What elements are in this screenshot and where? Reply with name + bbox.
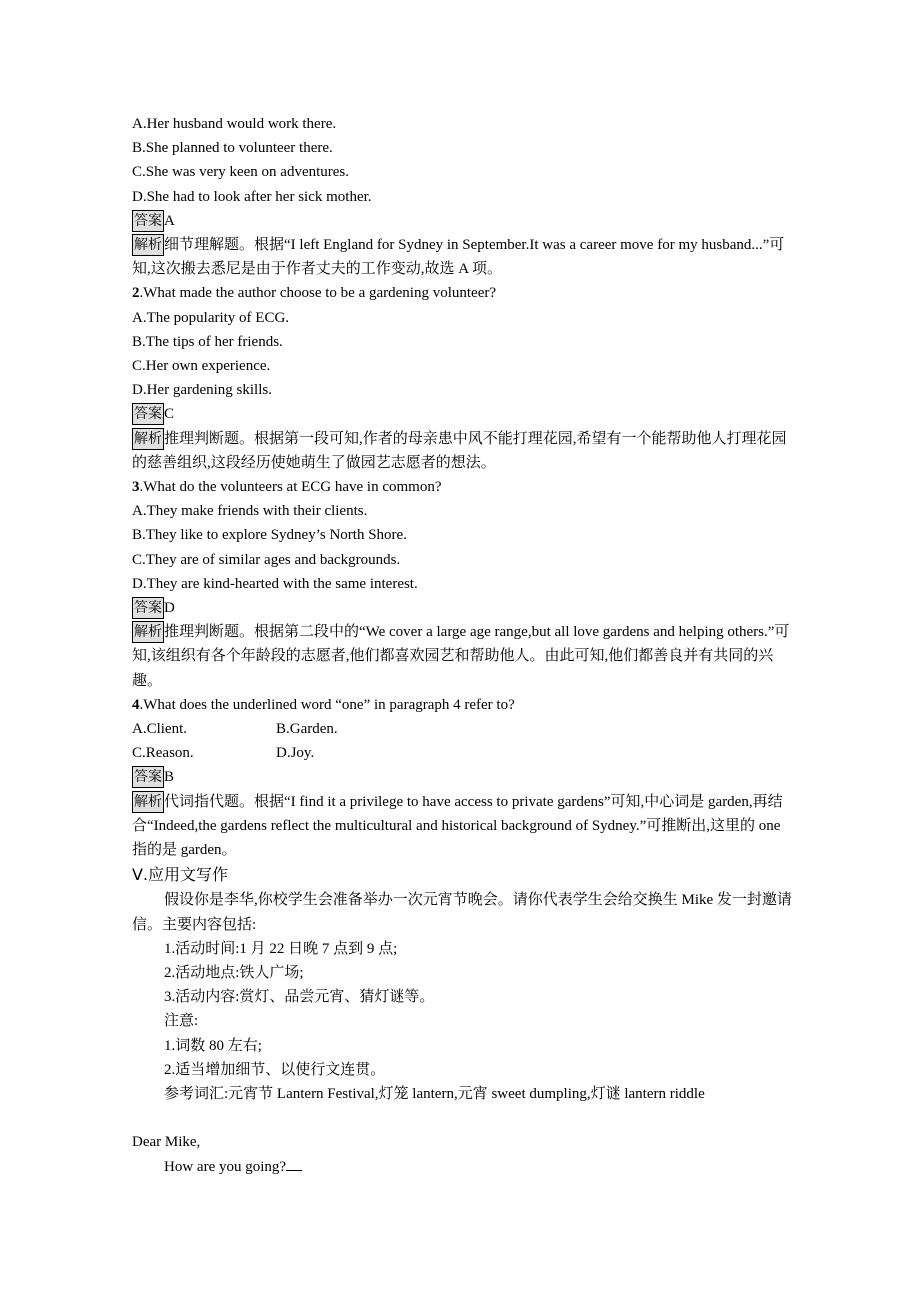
q3-option-c: C.They are of similar ages and backgrounds. — [132, 551, 401, 568]
q2-answer-value: C — [164, 406, 175, 423]
writing-note-1: 1.词数 80 左右; — [164, 1037, 262, 1054]
q1-option-b: B.She planned to volunteer there. — [132, 140, 333, 157]
writing-vocab: 参考词汇:元宵节 Lantern Festival,灯笼 lantern,元宵 sweet dumpling,灯谜 lantern riddle — [164, 1085, 705, 1102]
analysis-tag: 解析 — [132, 791, 164, 813]
q4-answer-value: B — [164, 769, 175, 786]
writing-point-2: 2.活动地点:铁人广场; — [164, 964, 304, 981]
q2-option-a: A.The popularity of ECG. — [132, 309, 290, 326]
q4-option-a: A.Client. — [132, 721, 187, 738]
letter-opening — [132, 1154, 792, 1179]
spacer — [132, 1106, 792, 1130]
document-page — [132, 112, 792, 1180]
answer-tag: 答案 — [132, 766, 164, 788]
analysis-tag: 解析 — [132, 428, 164, 450]
q1-option-c: C.She was very keen on adventures. — [132, 164, 350, 181]
answer-tag: 答案 — [132, 403, 164, 425]
q3-option-d: D.They are kind-hearted with the same interest. — [132, 575, 418, 592]
q2-analysis-text: 推理判断题。根据第一段可知,作者的母亲患中风不能打理花园,希望有一个能帮助他人打理花园的慈善组织,这段经历使她萌生了做园艺志愿者的想法。 — [132, 430, 787, 471]
writing-point-1: 1.活动时间:1 月 22 日晚 7 点到 9 点; — [164, 940, 398, 957]
q1-answer — [132, 209, 792, 233]
q4-options-row-2 — [132, 741, 792, 765]
q3-question-text: .What do the volunteers at ECG have in common? — [139, 479, 442, 496]
q4-option-c: C.Reason. — [132, 745, 194, 762]
analysis-tag: 解析 — [132, 621, 164, 643]
q1-answer-value: A — [164, 212, 175, 229]
q3-answer-value: D — [164, 600, 175, 617]
q4-question-text: .What does the underlined word “one” in paragraph 4 refer to? — [139, 696, 515, 713]
q2-question — [132, 281, 792, 305]
q1-analysis — [132, 233, 792, 281]
q2-option-c: C.Her own experience. — [132, 358, 271, 375]
q3-option-a: A.They make friends with their clients. — [132, 503, 368, 520]
answer-tag: 答案 — [132, 210, 164, 232]
section-title: Ⅴ.应用文写作 — [132, 865, 229, 885]
q3-analysis — [132, 620, 792, 693]
q4-question — [132, 693, 792, 717]
q1-option-d: D.She had to look after her sick mother. — [132, 188, 372, 205]
q3-option-b: B.They like to explore Sydney’s North Shore. — [132, 527, 407, 544]
q2-analysis — [132, 427, 792, 475]
writing-prompt: 假设你是李华,你校学生会准备举办一次元宵节晚会。请你代表学生会给交换生 Mike 发一封邀请信。主要内容包括: — [132, 892, 792, 933]
q4-options-row-1 — [132, 717, 792, 741]
answer-tag: 答案 — [132, 597, 164, 619]
q1-analysis-text: 细节理解题。根据“I left England for Sydney in September.It was a career move for my husband...”可知,这次搬去悉尼是由于作者丈夫的工作变动,故选 A 项。 — [132, 237, 785, 278]
q3-number: 3 — [132, 479, 140, 496]
writing-point-3: 3.活动内容:赏灯、品尝元宵、猜灯谜等。 — [164, 989, 435, 1006]
q4-number: 4 — [132, 696, 140, 713]
q2-option-d: D.Her gardening skills. — [132, 382, 272, 399]
q2-option-b: B.The tips of her friends. — [132, 333, 283, 350]
q4-option-d: D.Joy. — [276, 745, 315, 762]
q1-option-a: A.Her husband would work there. — [132, 116, 337, 132]
writing-note-label: 注意: — [164, 1013, 199, 1030]
q2-answer — [132, 402, 792, 426]
q3-question — [132, 475, 792, 499]
q2-question-text: .What made the author choose to be a gardening volunteer? — [139, 285, 497, 302]
letter-opening-text: How are you going? — [164, 1159, 287, 1176]
q2-number: 2 — [132, 285, 140, 302]
q4-answer — [132, 765, 792, 789]
letter-salutation: Dear Mike, — [132, 1134, 201, 1151]
q4-analysis-text: 代词指代题。根据“I find it a privilege to have access to private gardens”可知,中心词是 garden,再结合“Indeed,the gardens reflect the multicultural and historical background of Sydney.”可推断出,这里的 one 指的是 garden。 — [132, 793, 783, 859]
q3-answer — [132, 596, 792, 620]
q4-analysis — [132, 790, 792, 863]
analysis-tag: 解析 — [132, 234, 164, 256]
answer-blank[interactable] — [286, 1154, 302, 1171]
q3-analysis-text: 推理判断题。根据第二段中的“We cover a large age range,but all love gardens and helping others.”可知,该组织有各个年龄段的志愿者,他们都喜欢园艺和帮助他人。由此可知,他们都善良并有共同的兴趣。 — [132, 624, 790, 689]
q4-option-b: B.Garden. — [276, 721, 338, 738]
writing-note-2: 2.适当增加细节、以使行文连贯。 — [164, 1061, 386, 1078]
